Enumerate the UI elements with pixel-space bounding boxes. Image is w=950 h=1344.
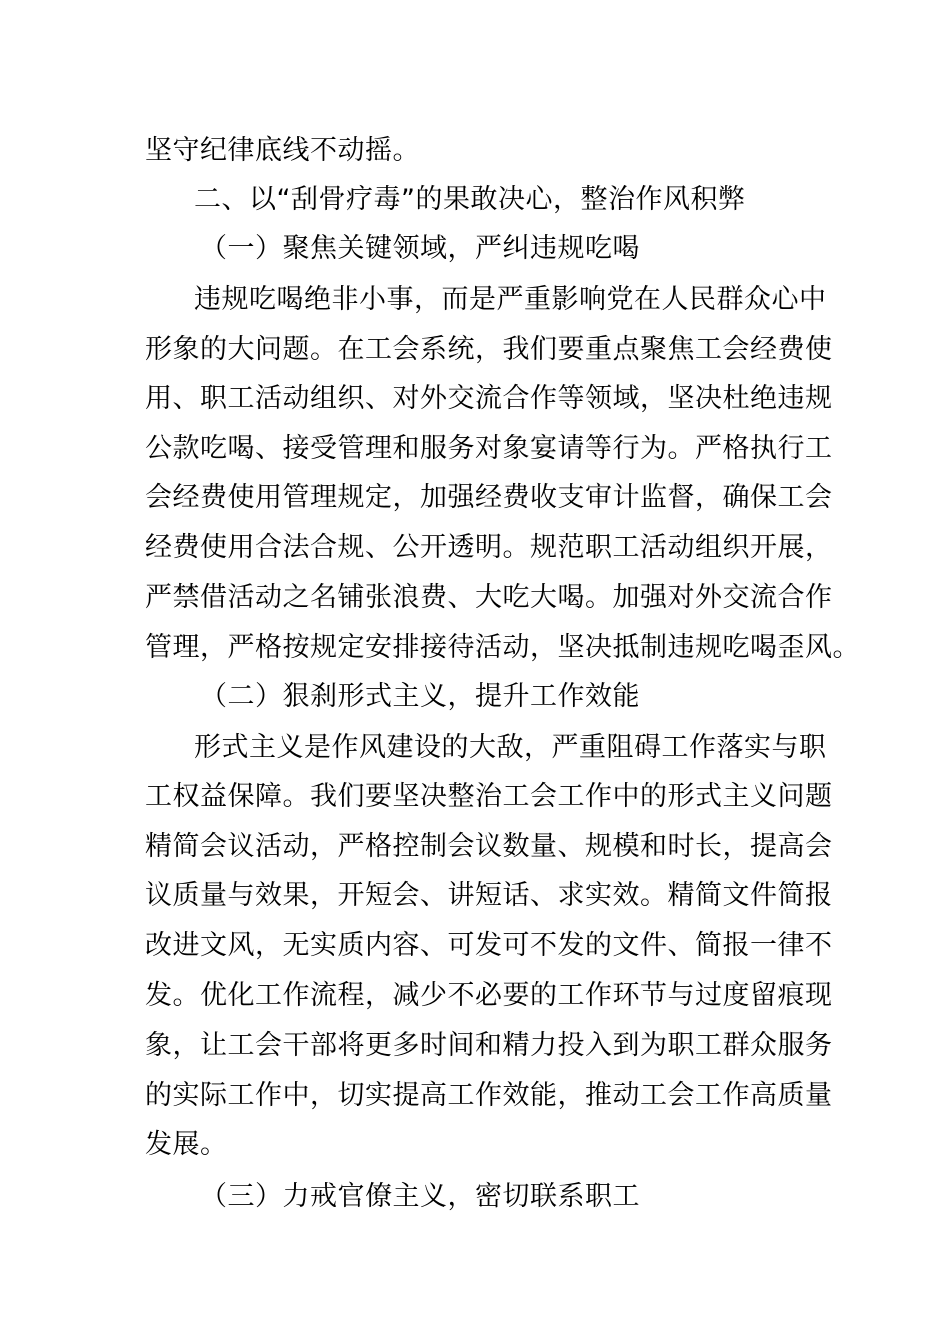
section-heading: 二、以“刮骨疗毒”的果敢决心，整治作风积弊: [194, 184, 746, 215]
paragraph-line: 形式主义是作风建设的大敌，严重阻碍工作落实与职: [194, 732, 827, 763]
paragraph-line: 改进文风，无实质内容、可发可不发的文件、简报一律不: [145, 930, 833, 961]
paragraph-line: 的实际工作中，切实提高工作效能，推动工会工作高质量: [145, 1080, 833, 1111]
paragraph-line: 发。优化工作流程，减少不必要的工作环节与过度留痕现: [145, 980, 833, 1011]
paragraph-line: 象，让工会干部将更多时间和精力投入到为职工群众服务: [145, 1030, 833, 1061]
paragraph-line: 公款吃喝、接受管理和服务对象宴请等行为。严格执行工: [145, 433, 833, 464]
paragraph-line: 管理，严格按规定安排接待活动，坚决抵制违规吃喝歪风。: [145, 632, 860, 663]
paragraph-line: 用、职工活动组织、对外交流合作等领域，坚决杜绝违规: [145, 383, 833, 414]
paragraph-line: 精简会议活动，严格控制会议数量、规模和时长，提高会: [145, 831, 833, 862]
paragraph-line: 经费使用合法合规、公开透明。规范职工活动组织开展，: [145, 532, 833, 563]
paragraph-line: 会经费使用管理规定，加强经费收支审计监督，确保工会: [145, 482, 833, 513]
paragraph-line: 形象的大问题。在工会系统，我们要重点聚焦工会经费使: [145, 334, 833, 365]
paragraph-line: 发展。: [145, 1129, 228, 1160]
paragraph-line: 工权益保障。我们要坚决整治工会工作中的形式主义问题: [145, 781, 833, 812]
paragraph-line: 违规吃喝绝非小事，而是严重影响党在人民群众心中: [194, 284, 827, 315]
subsection-heading: （二）狠刹形式主义，提升工作效能: [200, 681, 640, 712]
paragraph-line: 严禁借活动之名铺张浪费、大吃大喝。加强对外交流合作: [145, 582, 833, 613]
subsection-heading: （三）力戒官僚主义，密切联系职工: [200, 1181, 640, 1212]
subsection-heading: （一）聚焦关键领域，严纠违规吃喝: [200, 233, 640, 264]
paragraph-line: 坚守纪律底线不动摇。: [145, 135, 420, 166]
paragraph-line: 议质量与效果，开短会、讲短话、求实效。精简文件简报: [145, 880, 833, 911]
